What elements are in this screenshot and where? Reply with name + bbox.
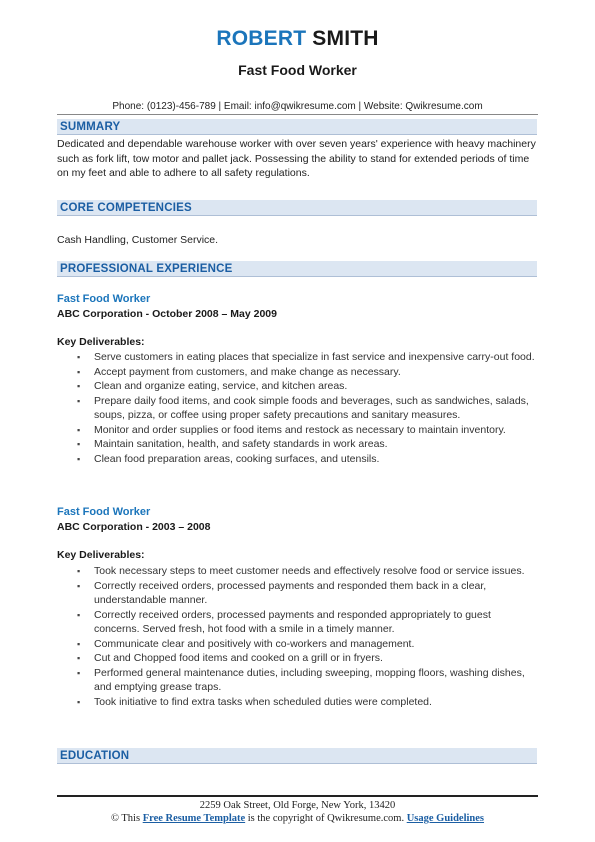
usage-guidelines-link[interactable]: Usage Guidelines <box>406 813 485 824</box>
list-item: ▪ Clean food preparation areas, cooking surfaces, and utensils. <box>77 452 539 467</box>
summary-text: Dedicated and dependable warehouse worker with over seven years' experience with heavy machinery such as fork lift, tow motor and pallet jack. Possessing the ability to stand for extended periods of time on my feet and able to adhere to all safety regulations. <box>57 138 536 179</box>
list-item: ▪ Clean and organize eating, service, and kitchen areas. <box>77 379 539 394</box>
last-name: SMITH <box>312 27 379 50</box>
list-item: ▪ Prepare daily food items, and cook simple foods and beverages, such as sandwiches, salads, soups, pizza, or coffee using proper safety precautions and sanitary measures. <box>77 394 539 423</box>
job-company: ABC Corporation - October 2008 – May 2009 <box>57 308 277 320</box>
section-header-summary <box>57 119 537 135</box>
footer-divider <box>57 795 538 797</box>
job-title: Fast Food Worker <box>57 293 151 305</box>
list-item: ▪ Cut and Chopped food items and cooked on a grill or in fryers. <box>77 651 539 666</box>
resume-title: Fast Food Worker <box>238 62 357 78</box>
section-title: EDUCATION <box>60 750 130 762</box>
first-name: ROBERT <box>216 27 307 50</box>
section-title: PROFESSIONAL EXPERIENCE <box>60 263 233 275</box>
list-item: ▪ Communicate clear and positively with co-workers and management. <box>77 637 539 652</box>
section-header-education <box>57 748 537 764</box>
job-title: Fast Food Worker <box>57 506 151 518</box>
section-title: CORE COMPETENCIES <box>60 202 192 214</box>
deliverables-label: Key Deliverables: <box>57 336 145 348</box>
section-header-competencies <box>57 200 537 216</box>
deliverables-label: Key Deliverables: <box>57 549 145 561</box>
list-item: ▪ Correctly received orders, processed payments and responded appropriately to guest concerns. Served fresh, hot food with a smile in a timely manner. <box>77 608 539 637</box>
copyright-middle: is the copyright of Qwikresume.com. <box>247 813 405 824</box>
header-divider <box>57 114 538 115</box>
section-header-experience <box>57 261 537 277</box>
contact-line: Phone: (0123)-456-789 | Email: info@qwikresume.com | Website: Qwikresume.com <box>112 101 483 112</box>
list-item: ▪ Serve customers in eating places that specialize in fast service and inexpensive carry-out food. <box>77 350 539 365</box>
footer-address: 2259 Oak Street, Old Forge, New York, 13420 <box>199 800 396 811</box>
copyright-prefix: © This <box>110 813 141 824</box>
list-item: ▪ Accept payment from customers, and make change as necessary. <box>77 365 539 380</box>
free-resume-template-link[interactable]: Free Resume Template <box>142 813 246 824</box>
section-title: SUMMARY <box>60 121 121 133</box>
deliverables-list <box>77 350 539 466</box>
list-item: ▪ Took initiative to find extra tasks when scheduled duties were completed. <box>77 695 539 710</box>
list-item: ▪ Took necessary steps to meet customer needs and effectively resolve food or service issues. <box>77 564 539 579</box>
list-item: ▪ Monitor and order supplies or food items and restock as necessary to maintain inventory. <box>77 423 539 438</box>
job-company: ABC Corporation - 2003 – 2008 <box>57 521 211 533</box>
list-item: ▪ Correctly received orders, processed payments and responded them back in a clear, understandable manner. <box>77 579 539 608</box>
footer-copyright <box>0 812 595 825</box>
candidate-name <box>0 26 595 52</box>
list-item: ▪ Maintain sanitation, health, and safety standards in work areas. <box>77 437 539 452</box>
deliverables-list <box>77 564 539 709</box>
competencies-text: Cash Handling, Customer Service. <box>57 234 219 246</box>
list-item: ▪ Performed general maintenance duties, including sweeping, mopping floors, washing dishes, and emptying grease traps. <box>77 666 539 695</box>
